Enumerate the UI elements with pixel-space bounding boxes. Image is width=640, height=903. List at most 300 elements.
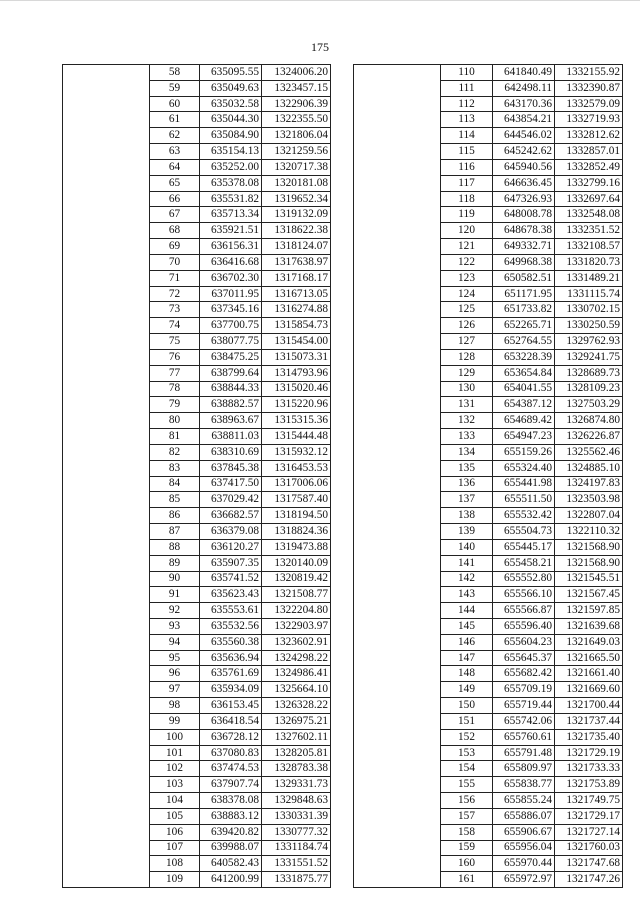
blank-cell bbox=[354, 270, 441, 286]
y-coordinate: 1323602.91 bbox=[262, 634, 331, 650]
table-row bbox=[354, 207, 623, 223]
blank-cell bbox=[63, 444, 150, 460]
point-number: 146 bbox=[441, 634, 493, 650]
x-coordinate: 655511.50 bbox=[493, 492, 555, 508]
blank-cell bbox=[63, 682, 150, 698]
point-number: 79 bbox=[150, 397, 200, 413]
point-number: 132 bbox=[441, 413, 493, 429]
table-row bbox=[63, 96, 331, 112]
point-number: 134 bbox=[441, 444, 493, 460]
point-number: 94 bbox=[150, 634, 200, 650]
y-coordinate: 1332799.16 bbox=[555, 175, 623, 191]
blank-cell bbox=[63, 144, 150, 160]
blank-cell bbox=[354, 239, 441, 255]
y-coordinate: 1321760.03 bbox=[555, 840, 623, 856]
x-coordinate: 655566.87 bbox=[493, 603, 555, 619]
y-coordinate: 1321753.89 bbox=[555, 777, 623, 793]
blank-cell bbox=[63, 239, 150, 255]
table-row bbox=[354, 302, 623, 318]
blank-cell bbox=[63, 745, 150, 761]
x-coordinate: 655855.24 bbox=[493, 793, 555, 809]
table-row bbox=[63, 698, 331, 714]
y-coordinate: 1321729.17 bbox=[555, 808, 623, 824]
blank-cell bbox=[63, 65, 150, 81]
x-coordinate: 650582.51 bbox=[493, 270, 555, 286]
x-coordinate: 635044.30 bbox=[200, 112, 262, 128]
blank-cell bbox=[354, 413, 441, 429]
x-coordinate: 645940.56 bbox=[493, 159, 555, 175]
y-coordinate: 1321597.85 bbox=[555, 603, 623, 619]
y-coordinate: 1314793.96 bbox=[262, 365, 331, 381]
blank-cell bbox=[354, 824, 441, 840]
x-coordinate: 647326.93 bbox=[493, 191, 555, 207]
y-coordinate: 1326874.80 bbox=[555, 413, 623, 429]
x-coordinate: 635531.82 bbox=[200, 191, 262, 207]
point-number: 149 bbox=[441, 682, 493, 698]
blank-cell bbox=[354, 524, 441, 540]
x-coordinate: 636702.30 bbox=[200, 270, 262, 286]
x-coordinate: 655682.42 bbox=[493, 666, 555, 682]
y-coordinate: 1321508.77 bbox=[262, 587, 331, 603]
x-coordinate: 636728.12 bbox=[200, 729, 262, 745]
blank-cell bbox=[354, 397, 441, 413]
table-row bbox=[63, 793, 331, 809]
blank-cell bbox=[354, 254, 441, 270]
table-row bbox=[354, 460, 623, 476]
y-coordinate: 1318824.36 bbox=[262, 524, 331, 540]
x-coordinate: 636418.54 bbox=[200, 713, 262, 729]
point-number: 114 bbox=[441, 128, 493, 144]
y-coordinate: 1322807.04 bbox=[555, 508, 623, 524]
x-coordinate: 654387.12 bbox=[493, 397, 555, 413]
point-number: 63 bbox=[150, 144, 200, 160]
y-coordinate: 1321806.04 bbox=[262, 128, 331, 144]
blank-cell bbox=[354, 175, 441, 191]
blank-cell bbox=[63, 460, 150, 476]
x-coordinate: 635921.51 bbox=[200, 223, 262, 239]
x-coordinate: 635532.56 bbox=[200, 618, 262, 634]
y-coordinate: 1327602.11 bbox=[262, 729, 331, 745]
point-number: 69 bbox=[150, 239, 200, 255]
x-coordinate: 635560.38 bbox=[200, 634, 262, 650]
blank-cell bbox=[63, 429, 150, 445]
point-number: 159 bbox=[441, 840, 493, 856]
y-coordinate: 1324298.22 bbox=[262, 650, 331, 666]
x-coordinate: 638811.03 bbox=[200, 429, 262, 445]
blank-cell bbox=[354, 476, 441, 492]
x-coordinate: 643854.21 bbox=[493, 112, 555, 128]
blank-cell bbox=[354, 365, 441, 381]
blank-cell bbox=[354, 603, 441, 619]
blank-cell bbox=[63, 80, 150, 96]
point-number: 138 bbox=[441, 508, 493, 524]
blank-cell bbox=[63, 840, 150, 856]
point-number: 103 bbox=[150, 777, 200, 793]
x-coordinate: 646636.45 bbox=[493, 175, 555, 191]
y-coordinate: 1321665.50 bbox=[555, 650, 623, 666]
x-coordinate: 637474.53 bbox=[200, 761, 262, 777]
table-row bbox=[354, 761, 623, 777]
blank-cell bbox=[63, 650, 150, 666]
point-number: 161 bbox=[441, 872, 493, 888]
point-number: 130 bbox=[441, 381, 493, 397]
y-coordinate: 1321727.14 bbox=[555, 824, 623, 840]
x-coordinate: 643170.36 bbox=[493, 96, 555, 112]
point-number: 155 bbox=[441, 777, 493, 793]
point-number: 117 bbox=[441, 175, 493, 191]
y-coordinate: 1324885.10 bbox=[555, 460, 623, 476]
x-coordinate: 637011.95 bbox=[200, 286, 262, 302]
point-number: 133 bbox=[441, 429, 493, 445]
blank-cell bbox=[354, 634, 441, 650]
blank-cell bbox=[354, 508, 441, 524]
table-row bbox=[63, 603, 331, 619]
x-coordinate: 653228.39 bbox=[493, 349, 555, 365]
y-coordinate: 1324006.20 bbox=[262, 65, 331, 81]
y-coordinate: 1321649.03 bbox=[555, 634, 623, 650]
y-coordinate: 1331875.77 bbox=[262, 872, 331, 888]
point-number: 156 bbox=[441, 793, 493, 809]
table-row bbox=[354, 808, 623, 824]
y-coordinate: 1321639.68 bbox=[555, 618, 623, 634]
y-coordinate: 1327503.29 bbox=[555, 397, 623, 413]
point-number: 102 bbox=[150, 761, 200, 777]
y-coordinate: 1316274.88 bbox=[262, 302, 331, 318]
x-coordinate: 654947.23 bbox=[493, 429, 555, 445]
table-row bbox=[354, 618, 623, 634]
x-coordinate: 636416.68 bbox=[200, 254, 262, 270]
x-coordinate: 637845.38 bbox=[200, 460, 262, 476]
table-row bbox=[354, 856, 623, 872]
blank-cell bbox=[354, 159, 441, 175]
blank-cell bbox=[354, 777, 441, 793]
point-number: 58 bbox=[150, 65, 200, 81]
y-coordinate: 1315220.96 bbox=[262, 397, 331, 413]
blank-cell bbox=[63, 508, 150, 524]
table-row bbox=[354, 175, 623, 191]
y-coordinate: 1317006.06 bbox=[262, 476, 331, 492]
blank-cell bbox=[63, 112, 150, 128]
point-number: 160 bbox=[441, 856, 493, 872]
table-row bbox=[354, 745, 623, 761]
x-coordinate: 636682.57 bbox=[200, 508, 262, 524]
table-row bbox=[354, 713, 623, 729]
point-number: 83 bbox=[150, 460, 200, 476]
table-row bbox=[354, 793, 623, 809]
table-row bbox=[354, 191, 623, 207]
table-row bbox=[63, 650, 331, 666]
x-coordinate: 635084.90 bbox=[200, 128, 262, 144]
table-row bbox=[63, 856, 331, 872]
page-number: 175 bbox=[311, 40, 329, 54]
point-number: 67 bbox=[150, 207, 200, 223]
x-coordinate: 652764.55 bbox=[493, 334, 555, 350]
top-divider bbox=[0, 0, 640, 1]
blank-cell bbox=[63, 128, 150, 144]
blank-cell bbox=[63, 349, 150, 365]
x-coordinate: 635623.43 bbox=[200, 587, 262, 603]
table-row bbox=[63, 254, 331, 270]
blank-cell bbox=[63, 808, 150, 824]
blank-cell bbox=[63, 634, 150, 650]
table-row bbox=[63, 397, 331, 413]
table-row bbox=[63, 508, 331, 524]
table-row bbox=[63, 460, 331, 476]
y-coordinate: 1320140.09 bbox=[262, 555, 331, 571]
y-coordinate: 1322906.39 bbox=[262, 96, 331, 112]
y-coordinate: 1330702.15 bbox=[555, 302, 623, 318]
point-number: 140 bbox=[441, 539, 493, 555]
x-coordinate: 655532.42 bbox=[493, 508, 555, 524]
y-coordinate: 1321735.40 bbox=[555, 729, 623, 745]
table-row bbox=[63, 745, 331, 761]
y-coordinate: 1332155.92 bbox=[555, 65, 623, 81]
blank-cell bbox=[63, 270, 150, 286]
x-coordinate: 655566.10 bbox=[493, 587, 555, 603]
point-number: 118 bbox=[441, 191, 493, 207]
y-coordinate: 1323503.98 bbox=[555, 492, 623, 508]
table-row bbox=[354, 444, 623, 460]
x-coordinate: 655552.80 bbox=[493, 571, 555, 587]
table-row bbox=[354, 571, 623, 587]
table-row bbox=[63, 840, 331, 856]
point-number: 82 bbox=[150, 444, 200, 460]
point-number: 108 bbox=[150, 856, 200, 872]
blank-cell bbox=[354, 618, 441, 634]
coordinates-table-right bbox=[353, 64, 623, 888]
table-row bbox=[63, 824, 331, 840]
point-number: 74 bbox=[150, 318, 200, 334]
blank-cell bbox=[354, 587, 441, 603]
table-row bbox=[354, 429, 623, 445]
table-row bbox=[354, 587, 623, 603]
x-coordinate: 635636.94 bbox=[200, 650, 262, 666]
x-coordinate: 652265.71 bbox=[493, 318, 555, 334]
x-coordinate: 638844.33 bbox=[200, 381, 262, 397]
y-coordinate: 1321669.60 bbox=[555, 682, 623, 698]
blank-cell bbox=[63, 603, 150, 619]
x-coordinate: 636156.31 bbox=[200, 239, 262, 255]
table-row bbox=[63, 492, 331, 508]
y-coordinate: 1315444.48 bbox=[262, 429, 331, 445]
table-row bbox=[63, 318, 331, 334]
table-row bbox=[354, 112, 623, 128]
blank-cell bbox=[354, 429, 441, 445]
point-number: 76 bbox=[150, 349, 200, 365]
table-row bbox=[354, 334, 623, 350]
y-coordinate: 1315315.36 bbox=[262, 413, 331, 429]
x-coordinate: 648678.38 bbox=[493, 223, 555, 239]
x-coordinate: 635713.34 bbox=[200, 207, 262, 223]
table-row bbox=[63, 555, 331, 571]
y-coordinate: 1321545.51 bbox=[555, 571, 623, 587]
point-number: 86 bbox=[150, 508, 200, 524]
point-number: 142 bbox=[441, 571, 493, 587]
table-row bbox=[354, 349, 623, 365]
table-row bbox=[63, 159, 331, 175]
point-number: 119 bbox=[441, 207, 493, 223]
x-coordinate: 655809.97 bbox=[493, 761, 555, 777]
y-coordinate: 1325664.10 bbox=[262, 682, 331, 698]
table-row bbox=[354, 96, 623, 112]
x-coordinate: 655906.67 bbox=[493, 824, 555, 840]
point-number: 129 bbox=[441, 365, 493, 381]
point-number: 71 bbox=[150, 270, 200, 286]
x-coordinate: 651733.82 bbox=[493, 302, 555, 318]
point-number: 135 bbox=[441, 460, 493, 476]
table-row bbox=[354, 824, 623, 840]
x-coordinate: 638799.64 bbox=[200, 365, 262, 381]
x-coordinate: 649968.38 bbox=[493, 254, 555, 270]
point-number: 116 bbox=[441, 159, 493, 175]
point-number: 61 bbox=[150, 112, 200, 128]
table-row bbox=[63, 682, 331, 698]
table-row bbox=[63, 444, 331, 460]
x-coordinate: 655760.61 bbox=[493, 729, 555, 745]
point-number: 70 bbox=[150, 254, 200, 270]
x-coordinate: 648008.78 bbox=[493, 207, 555, 223]
x-coordinate: 651171.95 bbox=[493, 286, 555, 302]
point-number: 131 bbox=[441, 397, 493, 413]
blank-cell bbox=[63, 175, 150, 191]
table-row bbox=[63, 239, 331, 255]
y-coordinate: 1332579.09 bbox=[555, 96, 623, 112]
point-number: 141 bbox=[441, 555, 493, 571]
x-coordinate: 635049.63 bbox=[200, 80, 262, 96]
point-number: 157 bbox=[441, 808, 493, 824]
point-number: 153 bbox=[441, 745, 493, 761]
table-row bbox=[354, 634, 623, 650]
blank-cell bbox=[63, 492, 150, 508]
blank-cell bbox=[63, 286, 150, 302]
x-coordinate: 639988.07 bbox=[200, 840, 262, 856]
blank-cell bbox=[354, 65, 441, 81]
table-row bbox=[63, 112, 331, 128]
table-row bbox=[354, 365, 623, 381]
y-coordinate: 1315854.73 bbox=[262, 318, 331, 334]
blank-cell bbox=[354, 761, 441, 777]
point-number: 136 bbox=[441, 476, 493, 492]
x-coordinate: 655445.17 bbox=[493, 539, 555, 555]
blank-cell bbox=[354, 492, 441, 508]
blank-cell bbox=[354, 729, 441, 745]
point-number: 66 bbox=[150, 191, 200, 207]
point-number: 93 bbox=[150, 618, 200, 634]
x-coordinate: 638310.69 bbox=[200, 444, 262, 460]
blank-cell bbox=[63, 191, 150, 207]
y-coordinate: 1331551.52 bbox=[262, 856, 331, 872]
point-number: 110 bbox=[441, 65, 493, 81]
blank-cell bbox=[63, 729, 150, 745]
y-coordinate: 1317168.17 bbox=[262, 270, 331, 286]
table-row bbox=[354, 413, 623, 429]
table-row bbox=[354, 777, 623, 793]
point-number: 64 bbox=[150, 159, 200, 175]
y-coordinate: 1329331.73 bbox=[262, 777, 331, 793]
y-coordinate: 1318622.38 bbox=[262, 223, 331, 239]
point-number: 137 bbox=[441, 492, 493, 508]
y-coordinate: 1315020.46 bbox=[262, 381, 331, 397]
point-number: 97 bbox=[150, 682, 200, 698]
y-coordinate: 1332108.57 bbox=[555, 239, 623, 255]
x-coordinate: 638378.08 bbox=[200, 793, 262, 809]
point-number: 77 bbox=[150, 365, 200, 381]
point-number: 95 bbox=[150, 650, 200, 666]
y-coordinate: 1331115.74 bbox=[555, 286, 623, 302]
x-coordinate: 655324.40 bbox=[493, 460, 555, 476]
table-row bbox=[63, 223, 331, 239]
x-coordinate: 638077.75 bbox=[200, 334, 262, 350]
table-row bbox=[354, 270, 623, 286]
x-coordinate: 637080.83 bbox=[200, 745, 262, 761]
blank-cell bbox=[354, 555, 441, 571]
point-number: 75 bbox=[150, 334, 200, 350]
x-coordinate: 649332.71 bbox=[493, 239, 555, 255]
blank-cell bbox=[63, 365, 150, 381]
x-coordinate: 655970.44 bbox=[493, 856, 555, 872]
point-number: 128 bbox=[441, 349, 493, 365]
blank-cell bbox=[354, 872, 441, 888]
blank-cell bbox=[63, 713, 150, 729]
blank-cell bbox=[354, 286, 441, 302]
blank-cell bbox=[63, 618, 150, 634]
table-row bbox=[63, 808, 331, 824]
table-row bbox=[354, 698, 623, 714]
y-coordinate: 1321747.26 bbox=[555, 872, 623, 888]
blank-cell bbox=[354, 191, 441, 207]
table-row bbox=[63, 381, 331, 397]
table-row bbox=[354, 476, 623, 492]
blank-cell bbox=[63, 223, 150, 239]
point-number: 84 bbox=[150, 476, 200, 492]
blank-cell bbox=[354, 96, 441, 112]
blank-cell bbox=[354, 207, 441, 223]
table-row bbox=[63, 302, 331, 318]
x-coordinate: 653654.84 bbox=[493, 365, 555, 381]
y-coordinate: 1322355.50 bbox=[262, 112, 331, 128]
y-coordinate: 1332852.49 bbox=[555, 159, 623, 175]
y-coordinate: 1320819.42 bbox=[262, 571, 331, 587]
point-number: 100 bbox=[150, 729, 200, 745]
blank-cell bbox=[63, 476, 150, 492]
table-row bbox=[354, 159, 623, 175]
y-coordinate: 1317587.40 bbox=[262, 492, 331, 508]
point-number: 147 bbox=[441, 650, 493, 666]
blank-cell bbox=[354, 539, 441, 555]
table-row bbox=[354, 729, 623, 745]
y-coordinate: 1329848.63 bbox=[262, 793, 331, 809]
x-coordinate: 641840.49 bbox=[493, 65, 555, 81]
table-row bbox=[354, 128, 623, 144]
table-row bbox=[354, 650, 623, 666]
x-coordinate: 637700.75 bbox=[200, 318, 262, 334]
blank-cell bbox=[63, 571, 150, 587]
y-coordinate: 1321259.56 bbox=[262, 144, 331, 160]
table-row bbox=[63, 144, 331, 160]
blank-cell bbox=[63, 555, 150, 571]
y-coordinate: 1332812.62 bbox=[555, 128, 623, 144]
y-coordinate: 1332697.64 bbox=[555, 191, 623, 207]
y-coordinate: 1320717.38 bbox=[262, 159, 331, 175]
table-row bbox=[63, 175, 331, 191]
table-row bbox=[354, 682, 623, 698]
table-row bbox=[354, 872, 623, 888]
blank-cell bbox=[63, 666, 150, 682]
blank-cell bbox=[354, 666, 441, 682]
x-coordinate: 636153.45 bbox=[200, 698, 262, 714]
blank-cell bbox=[63, 207, 150, 223]
point-number: 120 bbox=[441, 223, 493, 239]
